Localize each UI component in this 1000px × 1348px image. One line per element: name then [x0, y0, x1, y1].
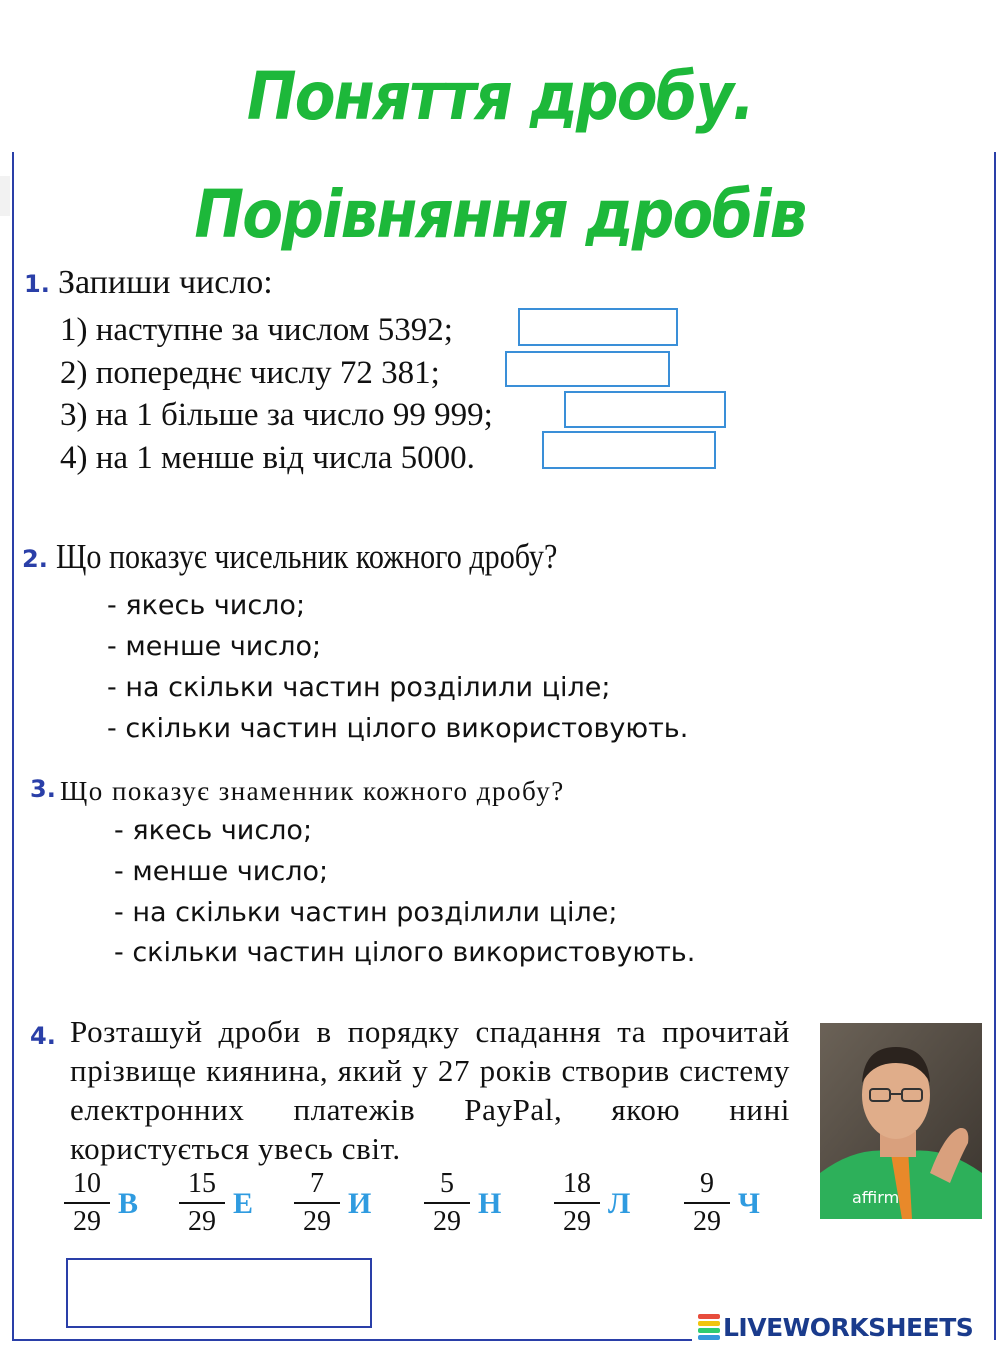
task-1-answer-input-3[interactable] [564, 391, 726, 428]
task-1-item-3: 3) на 1 більше за число 99 999; [60, 397, 493, 433]
frame-left-border [12, 152, 14, 1340]
task-2-option-3[interactable]: - на скільки частин розділили ціле; [107, 672, 611, 703]
task-1-item-2: 2) попереднє числу 72 381; [60, 355, 440, 391]
fraction-6-denominator: 29 [693, 1206, 721, 1237]
task-1-answer-input-2[interactable] [505, 351, 670, 387]
fraction-5 [554, 1168, 600, 1238]
task-3-option-4[interactable]: - скільки частин цілого використовують. [114, 937, 696, 968]
person-photo-illustration [820, 1023, 982, 1219]
fraction-6-bar [684, 1202, 730, 1204]
fraction-4-letter: Н [478, 1187, 502, 1220]
task-1-answer-input-1[interactable] [518, 308, 678, 346]
task-3-number: 3. [30, 775, 56, 803]
person-photo [820, 1023, 982, 1219]
fraction-2 [179, 1168, 225, 1238]
fraction-2-numerator: 15 [188, 1168, 216, 1199]
task-1-item-4: 4) на 1 менше від числа 5000. [60, 440, 475, 476]
fraction-5-numerator: 18 [563, 1168, 591, 1199]
liveworksheets-brand [698, 1312, 973, 1342]
fraction-3-numerator: 7 [310, 1168, 324, 1199]
fraction-6-numerator: 9 [700, 1168, 714, 1199]
liveworksheets-brand-name: LIVEWORKSHEETS [723, 1312, 974, 1342]
edge-marker [0, 176, 10, 216]
fraction-2-letter: Е [233, 1187, 254, 1220]
fraction-4-bar [424, 1202, 470, 1204]
task-2-option-2[interactable]: - менше число; [107, 631, 322, 662]
task-2-option-4[interactable]: - скільки частин цілого використовують. [107, 713, 689, 744]
task-3-option-3[interactable]: - на скільки частин розділили ціле; [114, 897, 618, 928]
page-title-line-2: Порівняння дробів [194, 176, 806, 253]
task-1-item-1: 1) наступне за числом 5392; [60, 312, 453, 348]
page-title-line-1: Поняття дробу. [246, 58, 754, 135]
fraction-2-denominator: 29 [188, 1206, 216, 1237]
fraction-1-numerator: 10 [73, 1168, 101, 1199]
fraction-2-bar [179, 1202, 225, 1204]
fraction-4 [424, 1168, 470, 1238]
fraction-6-letter: Ч [738, 1187, 761, 1220]
task-3-option-2[interactable]: - менше число; [114, 856, 329, 887]
task-3-question: Що показує знаменник кожного дробу? [60, 776, 565, 806]
shirt-text: affirm [852, 1188, 900, 1207]
fraction-5-letter: Л [608, 1187, 631, 1220]
task-2-question: Що показує чисельник кожного дробу? [56, 537, 558, 576]
fraction-6 [684, 1168, 730, 1238]
fraction-5-bar [554, 1202, 600, 1204]
fraction-1-letter: В [118, 1187, 139, 1220]
fraction-1-denominator: 29 [73, 1206, 101, 1237]
fraction-1 [64, 1168, 110, 1238]
task-3-option-1[interactable]: - якесь число; [114, 815, 313, 846]
liveworksheets-logo-icon [698, 1314, 720, 1340]
fraction-3-letter: И [348, 1187, 372, 1220]
fraction-4-numerator: 5 [440, 1168, 454, 1199]
task-2-option-1[interactable]: - якесь число; [107, 590, 306, 621]
task-1-number: 1. [24, 270, 50, 298]
fraction-5-denominator: 29 [563, 1206, 591, 1237]
fraction-3 [294, 1168, 340, 1238]
fraction-3-bar [294, 1202, 340, 1204]
fraction-4-denominator: 29 [433, 1206, 461, 1237]
task-2-number: 2. [22, 545, 48, 573]
fraction-3-denominator: 29 [303, 1206, 331, 1237]
task-4-number: 4. [30, 1022, 56, 1050]
fraction-1-bar [64, 1202, 110, 1204]
task-1-answer-input-4[interactable] [542, 431, 716, 469]
task-4-text: Розташуй дроби в порядку спадання та прочитай прізвище киянина, який у 27 років створив систему електронних платежів PayPal, якою нині користується увесь світ. [70, 1014, 790, 1166]
frame-right-border [994, 152, 996, 1340]
task-1-question: Запиши число: [58, 264, 273, 301]
frame-bottom-border [12, 1339, 692, 1341]
task-4-answer-input[interactable] [66, 1258, 372, 1328]
